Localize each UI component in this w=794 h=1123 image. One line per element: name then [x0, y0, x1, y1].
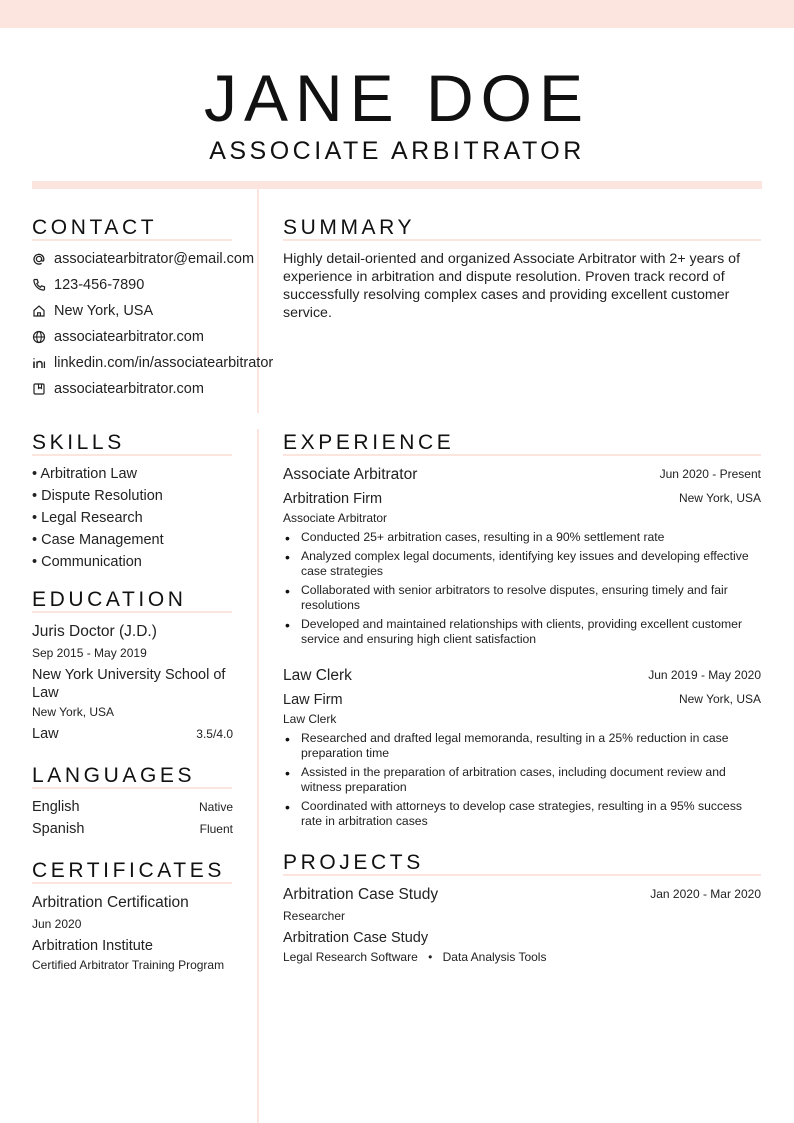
- education-degree: Juris Doctor (J.D.): [32, 623, 157, 640]
- job-bullet: • Collaborated with senior arbitrators to resolve disputes, ensuring timely and fair resolutions: [283, 583, 761, 613]
- language-name: English: [32, 799, 80, 815]
- contact-heading: CONTACT: [32, 216, 158, 239]
- certificate-description: Certified Arbitrator Training Program: [32, 958, 225, 972]
- contact-email[interactable]: [32, 249, 254, 269]
- job-role: Associate Arbitrator: [283, 511, 388, 525]
- job-company: Arbitration Firm: [283, 491, 383, 507]
- tool-separator: •: [428, 950, 433, 964]
- header-divider: [32, 181, 762, 189]
- job-bullets: [283, 731, 761, 833]
- summary-text: Highly detail-oriented and organized Associate Arbitrator with 2+ years of experience in arbitration and dispute resolution. Proven track record of successfully resolving complex cases and providing excellent customer service.: [283, 251, 741, 321]
- at-icon: [32, 252, 46, 266]
- job-title: Law Clerk: [283, 667, 352, 684]
- candidate-name: JANE DOE: [203, 61, 591, 135]
- contact-phone[interactable]: [32, 275, 144, 295]
- contact-location-text: New York, USA: [54, 303, 154, 319]
- education-school: New York University School of Law: [32, 667, 226, 701]
- contact-website-text: associatearbitrator.com: [54, 329, 204, 345]
- project-title: Arbitration Case Study: [283, 886, 439, 903]
- skill-item: • Communication: [32, 554, 142, 570]
- language-name: Spanish: [32, 821, 85, 837]
- certificate-date: Jun 2020: [32, 917, 82, 931]
- language-level: Fluent: [199, 822, 233, 836]
- project-tool: Data Analysis Tools: [442, 950, 547, 964]
- job-location: New York, USA: [678, 692, 761, 706]
- projects-heading-rule: [283, 874, 761, 876]
- project-dates: Jan 2020 - Mar 2020: [650, 887, 761, 901]
- skill-item: • Legal Research: [32, 510, 143, 526]
- candidate-title: ASSOCIATE ARBITRATOR: [209, 137, 585, 165]
- contact-linkedin-text: linkedin.com/in/associatearbitrator: [54, 355, 274, 371]
- job-bullet: • Analyzed complex legal documents, identifying key issues and developing effective case strategies: [283, 549, 761, 579]
- education-field: Law: [32, 726, 59, 742]
- contact-portfolio-text: associatearbitrator.com: [54, 381, 204, 397]
- languages-heading: LANGUAGES: [32, 764, 196, 787]
- project-role: Researcher: [283, 909, 346, 923]
- education-gpa: 3.5/4.0: [196, 727, 233, 741]
- job-company: Law Firm: [283, 692, 343, 708]
- education-dates: Sep 2015 - May 2019: [32, 646, 147, 660]
- summary-heading: SUMMARY: [283, 216, 416, 239]
- job-location: New York, USA: [678, 491, 761, 505]
- summary-heading-rule: [283, 239, 761, 241]
- job-dates: Jun 2019 - May 2020: [648, 668, 761, 682]
- language-level: Native: [198, 800, 233, 814]
- projects-heading: PROJECTS: [283, 851, 424, 874]
- contact-phone-text: 123-456-7890: [54, 277, 145, 293]
- contact-email-text: associatearbitrator@email.com: [54, 251, 255, 267]
- home-icon: [32, 304, 46, 318]
- certificate-name: Arbitration Certification: [32, 894, 189, 911]
- job-role: Law Clerk: [283, 712, 337, 726]
- job-bullet: • Assisted in the preparation of arbitration cases, including document review and witness preparation: [283, 765, 761, 795]
- certificates-heading: CERTIFICATES: [32, 859, 225, 882]
- top-accent-band: [0, 0, 794, 28]
- job-dates: Jun 2020 - Present: [659, 467, 761, 481]
- skills-heading-rule: [32, 454, 232, 456]
- globe-icon: [32, 330, 46, 344]
- job-bullets: [283, 530, 761, 651]
- phone-icon: [32, 278, 46, 292]
- job-bullet: • Conducted 25+ arbitration cases, resulting in a 90% settlement rate: [283, 530, 761, 545]
- contact-website[interactable]: [32, 327, 204, 347]
- job-bullet: • Developed and maintained relationships with clients, providing excellent customer service and ensuring high client satisfaction: [283, 617, 761, 647]
- experience-heading-rule: [283, 454, 761, 456]
- languages-heading-rule: [32, 787, 232, 789]
- skill-item: • Arbitration Law: [32, 466, 138, 482]
- linkedin-icon: [32, 356, 46, 370]
- certificate-issuer: Arbitration Institute: [32, 938, 153, 954]
- job-bullet: • Coordinated with attorneys to develop case strategies, resulting in a 95% success rate in arbitration cases: [283, 799, 761, 829]
- project-tools: [283, 950, 546, 965]
- education-heading: EDUCATION: [32, 588, 187, 611]
- contact-heading-rule: [32, 239, 232, 241]
- education-location: New York, USA: [32, 705, 115, 719]
- skills-heading: SKILLS: [32, 431, 125, 454]
- contact-linkedin[interactable]: [32, 353, 273, 373]
- job-title: Associate Arbitrator: [283, 466, 418, 483]
- project-tool: Legal Research Software: [283, 950, 418, 964]
- certificates-heading-rule: [32, 882, 232, 884]
- contact-location: [32, 301, 153, 321]
- portfolio-icon: [32, 382, 46, 396]
- contact-portfolio[interactable]: [32, 379, 204, 399]
- skill-item: • Dispute Resolution: [32, 488, 163, 504]
- project-subtitle: Arbitration Case Study: [283, 930, 429, 946]
- column-divider-bottom: [257, 429, 259, 1123]
- experience-heading: EXPERIENCE: [283, 431, 455, 454]
- skill-item: • Case Management: [32, 532, 164, 548]
- column-divider-top: [257, 189, 259, 413]
- education-heading-rule: [32, 611, 232, 613]
- job-bullet: • Researched and drafted legal memoranda, resulting in a 25% reduction in case preparation time: [283, 731, 761, 761]
